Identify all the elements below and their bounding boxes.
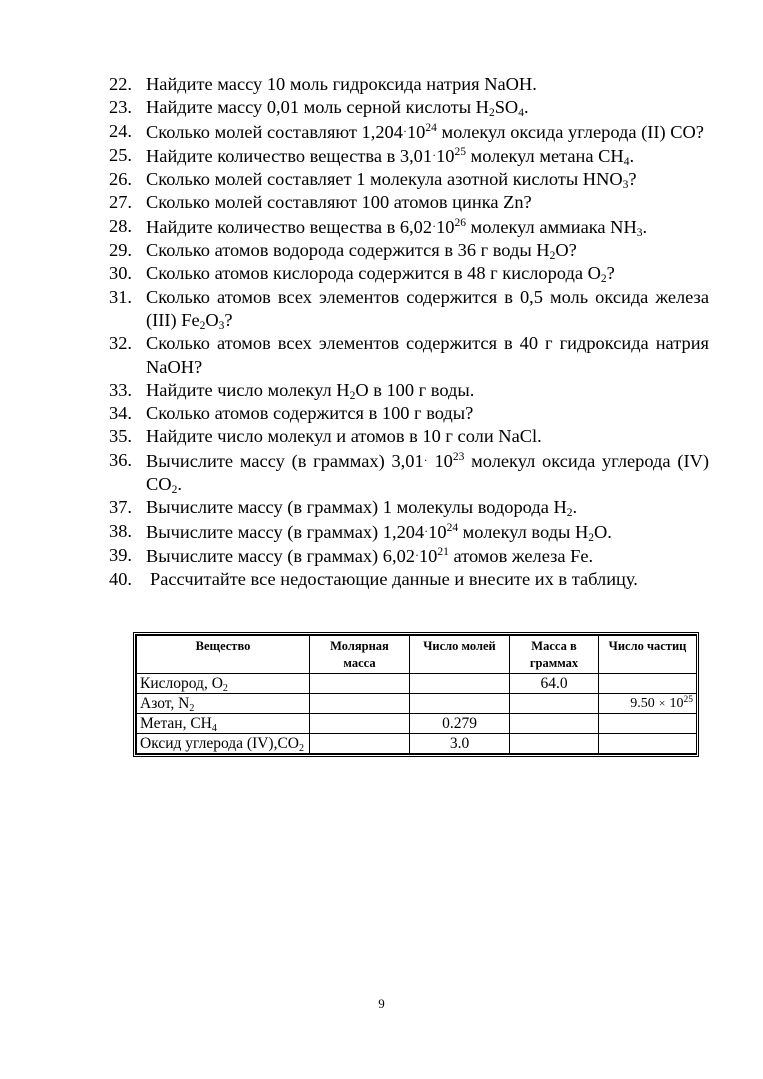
problem-item [109, 496, 709, 519]
problem-number: 36. [109, 449, 132, 470]
cell-moles: 3.0 [410, 734, 510, 754]
problem-text: Вычислите массу (в граммах) $6,02\cdot 10^{21}$ атомов железа Fe. [146, 545, 594, 566]
cell-molar-mass [310, 714, 410, 734]
cell-particles [599, 674, 697, 694]
page-number: 9 [378, 996, 385, 1011]
table-header-row [137, 636, 697, 674]
header-mass: Масса в граммах [510, 636, 599, 674]
problem-number: 39. [109, 544, 132, 565]
problem-number: 38. [109, 520, 132, 541]
problem-item [109, 402, 709, 425]
cell-substance: Азот, $N_2$ [137, 694, 310, 714]
problem-item [109, 568, 709, 591]
table-row [137, 694, 697, 714]
problem-item [109, 215, 709, 239]
cell-mass [510, 694, 599, 714]
problem-item [109, 379, 709, 402]
problem-number: 32. [109, 333, 132, 354]
table-row [137, 714, 697, 734]
problem-text: Сколько атомов содержится в 100 г воды? [146, 403, 474, 424]
cell-molar-mass [310, 694, 410, 714]
problem-text: Сколько атомов водорода содержится в 36 г воды $H_2O$? [146, 240, 577, 263]
problem-item [109, 191, 709, 214]
problem-number: 22. [109, 74, 132, 94]
problem-text: Сколько атомов кислорода содержится в 48 г кислорода $O_2$? [146, 263, 615, 286]
problem-item [109, 286, 709, 333]
problem-number: 24. [109, 120, 132, 141]
substance-table [133, 632, 699, 757]
problem-item [109, 73, 709, 96]
problem-text: Найдите количество вещества в $3,01\cdot 10^{25}$ молекул метана $CH_4$. [146, 145, 635, 168]
problem-item [109, 332, 709, 379]
cell-mass [510, 714, 599, 734]
cell-moles: 0.279 [410, 714, 510, 734]
problem-text: Вычислите массу (в граммах) $3,01\cdot 10^{23}$ молекул оксида углерода (IV) $CO_2$. [146, 450, 709, 497]
cell-particles: $9.50 \times 10^{25}$ [599, 694, 697, 714]
problem-number: 26. [109, 169, 132, 190]
problem-number: 29. [109, 240, 132, 261]
header-molar-mass: Молярная масса [310, 636, 410, 674]
cell-mass: 64.0 [510, 674, 599, 694]
problem-text: Сколько атомов всех элементов содержится в 40 г гидроксида натрия NaOH? [146, 333, 709, 377]
problem-item [109, 96, 709, 119]
problem-item [109, 168, 709, 191]
problem-text: Рассчитайте все недостающие данные и внесите их в таблицу. [150, 569, 638, 590]
problem-number: 28. [109, 215, 132, 236]
problem-text: Найдите число молекул и атомов в 10 г соли NaCl. [146, 426, 542, 447]
problem-number: 25. [109, 144, 132, 165]
problem-item [109, 239, 709, 262]
problem-text: Вычислите массу (в граммах) 1 молекулы водорода $H_2$. [146, 497, 578, 520]
problem-item [109, 262, 709, 285]
problem-item [109, 144, 709, 168]
problem-text: Найдите количество вещества в $6,02\cdot 10^{26}$ молекул аммиака $NH_3$. [146, 216, 648, 239]
problem-number: 33. [109, 379, 132, 400]
problem-number: 35. [109, 426, 132, 447]
problem-item [109, 544, 709, 568]
problem-item [109, 520, 709, 544]
problem-number: 37. [109, 497, 132, 518]
problem-text: Найдите число молекул $H_2O$ в 100 г воды. [146, 379, 475, 402]
problem-item [109, 425, 709, 448]
problem-item [109, 120, 709, 144]
cell-mass [510, 734, 599, 754]
problem-text: Найдите массу 0,01 моль серной кислоты $H_2SO_4$. [146, 97, 529, 120]
problem-text: Вычислите массу (в граммах) $1,204\cdot 10^{24}$ молекул воды $H_2O$. [146, 521, 612, 544]
problem-text: Сколько молей составляют 100 атомов цинка Zn? [146, 192, 532, 213]
cell-particles [599, 714, 697, 734]
problem-text: Найдите массу 10 моль гидроксида натрия NaOH. [146, 74, 537, 94]
problem-list [109, 73, 709, 592]
cell-moles [410, 694, 510, 714]
problem-text: Сколько молей составляют $1,204\cdot 10^{24}$ молекул оксида углерода (II) CO? [146, 121, 704, 142]
problem-number: 30. [109, 263, 132, 284]
problem-item [109, 449, 709, 497]
problem-number: 23. [109, 97, 132, 118]
header-moles: Число молей [410, 636, 510, 674]
problem-number: 31. [109, 286, 132, 307]
problem-text: Сколько атомов всех элементов содержится в 0,5 моль оксида железа (III) $Fe_2O_3$? [146, 286, 709, 332]
cell-molar-mass [310, 734, 410, 754]
header-substance: Вещество [137, 636, 310, 674]
cell-substance: Кислород, $O_2$ [137, 674, 310, 694]
header-particles: Число частиц [599, 636, 697, 674]
table-row [137, 674, 697, 694]
problem-text: Сколько молей составляет 1 молекула азотной кислоты $HNO_3$? [146, 169, 637, 192]
cell-molar-mass [310, 674, 410, 694]
problem-number: 27. [109, 192, 132, 213]
table-row [137, 734, 697, 754]
cell-particles [599, 734, 697, 754]
cell-substance: Оксид углерода $(IV),CO_2$ [137, 734, 310, 754]
problem-number: 34. [109, 403, 132, 424]
cell-moles [410, 674, 510, 694]
problem-number: 40. [109, 569, 132, 590]
cell-substance: Метан, $CH_4$ [137, 714, 310, 734]
